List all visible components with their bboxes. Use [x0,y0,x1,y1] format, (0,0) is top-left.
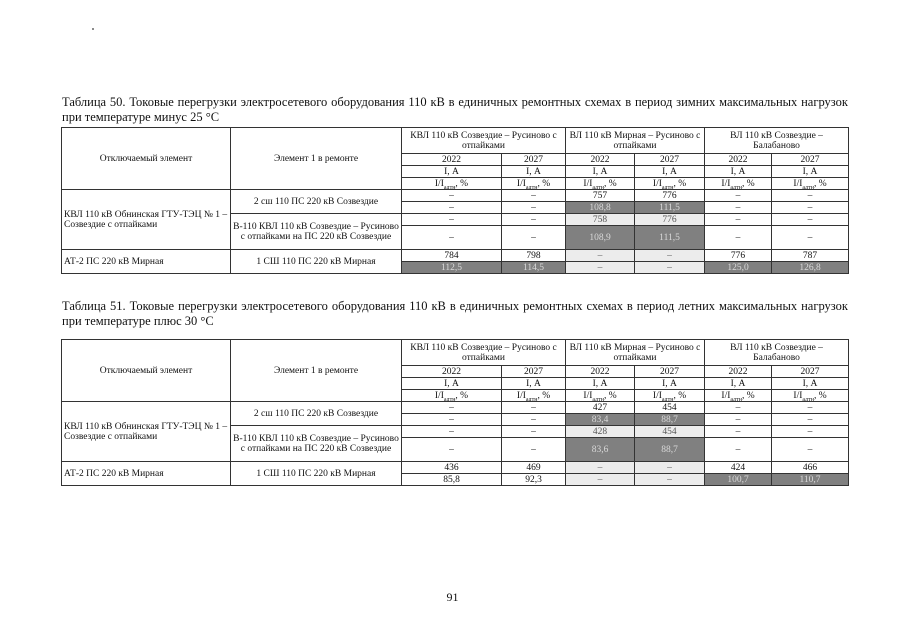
header-group: КВЛ 110 кВ Созвездие – Русиново с отпайками [402,128,566,154]
value-cell: – [566,262,635,274]
header-year: 2027 [635,154,705,166]
unit-ratio: $I/I_{адтн}$, % [566,178,635,190]
scan-speck [92,28,94,30]
unit-current: I, А [566,166,635,178]
value-cell: – [402,202,502,214]
value-cell: 428 [566,426,635,438]
value-cell: – [502,414,566,426]
repair-element: 2 сш 110 ПС 220 кВ Созвездие [231,402,402,426]
repair-element: В-110 КВЛ 110 кВ Созвездие – Русиново с отпайками на ПС 220 кВ Созвездие [231,214,402,250]
value-cell: – [772,202,849,214]
value-cell: 798 [502,250,566,262]
overload-cell: 83,4 [566,414,635,426]
unit-current: I, А [772,166,849,178]
unit-ratio: $I/I_{адтн}$, % [635,390,705,402]
value-cell: 436 [402,462,502,474]
overload-cell: 88,7 [635,414,705,426]
value-cell: 758 [566,214,635,226]
unit-ratio: $I/I_{адтн}$, % [402,390,502,402]
overload-cell: 83,6 [566,438,635,462]
disconnected-element: АТ-2 ПС 220 кВ Мирная [62,250,231,274]
value-cell: – [772,214,849,226]
header-year: 2022 [705,366,772,378]
unit-ratio: $I/I_{адтн}$, % [502,178,566,190]
unit-current: I, А [772,378,849,390]
unit-current: I, А [635,378,705,390]
value-cell: – [402,214,502,226]
unit-ratio: $I/I_{адтн}$, % [502,390,566,402]
value-cell: – [772,190,849,202]
value-cell: – [635,250,705,262]
header-group: КВЛ 110 кВ Созвездие – Русиново с отпайками [402,340,566,366]
value-cell: – [402,414,502,426]
unit-current: I, А [402,166,502,178]
value-cell: – [705,414,772,426]
unit-ratio: $I/I_{адтн}$, % [402,178,502,190]
value-cell: – [502,226,566,250]
table-50 [61,127,849,274]
repair-element: 2 сш 110 ПС 220 кВ Созвездие [231,190,402,214]
value-cell: 469 [502,462,566,474]
header-year: 2027 [502,154,566,166]
value-cell: – [502,426,566,438]
value-cell: 784 [402,250,502,262]
table-50-caption: Таблица 50. Токовые перегрузки электросетевого оборудования 110 кВ в единичных ремонтных схемах в период зимних максимальных нагрузок при температуре минус 25 °С [62,95,848,124]
value-cell: – [502,202,566,214]
header-year: 2022 [566,366,635,378]
value-cell: 454 [635,402,705,414]
disconnected-element: АТ-2 ПС 220 кВ Мирная [62,462,231,486]
value-cell: – [705,226,772,250]
header-year: 2022 [402,366,502,378]
header-group: ВЛ 110 кВ Созвездие – Балабаново [705,340,849,366]
value-cell: 776 [635,214,705,226]
value-cell: – [772,426,849,438]
unit-current: I, А [705,378,772,390]
value-cell: – [402,438,502,462]
value-cell: 776 [635,190,705,202]
value-cell: 776 [705,250,772,262]
value-cell: – [772,226,849,250]
disconnected-element: КВЛ 110 кВ Обнинская ГТУ-ТЭЦ № 1 – Созвездие с отпайками [62,190,231,250]
value-cell: 424 [705,462,772,474]
value-cell: – [402,402,502,414]
value-cell: – [705,438,772,462]
value-cell: – [772,438,849,462]
value-cell: – [402,226,502,250]
overload-cell: 125,0 [705,262,772,274]
disconnected-element: КВЛ 110 кВ Обнинская ГТУ-ТЭЦ № 1 – Созвездие с отпайками [62,402,231,462]
unit-current: I, А [502,378,566,390]
value-cell: – [705,190,772,202]
repair-element: 1 СШ 110 ПС 220 кВ Мирная [231,462,402,486]
value-cell: – [705,402,772,414]
value-cell: 454 [635,426,705,438]
value-cell: – [772,414,849,426]
unit-ratio: $I/I_{адтн}$, % [772,390,849,402]
header-year: 2022 [705,154,772,166]
page-number: 91 [446,590,459,604]
value-cell: – [705,426,772,438]
value-cell: 85,8 [402,474,502,486]
unit-current: I, А [705,166,772,178]
value-cell: 787 [772,250,849,262]
header-group: ВЛ 110 кВ Мирная – Русиново с отпайками [566,340,705,366]
overload-cell: 111,5 [635,202,705,214]
value-cell: – [502,438,566,462]
unit-ratio: $I/I_{адтн}$, % [705,178,772,190]
unit-ratio: $I/I_{адтн}$, % [635,178,705,190]
value-cell: – [502,190,566,202]
overload-cell: 108,8 [566,202,635,214]
value-cell: – [402,190,502,202]
unit-current: I, А [502,166,566,178]
repair-element: В-110 КВЛ 110 кВ Созвездие – Русиново с отпайками на ПС 220 кВ Созвездие [231,426,402,462]
overload-cell: 114,5 [502,262,566,274]
value-cell: – [566,474,635,486]
value-cell: – [635,474,705,486]
overload-cell: 108,9 [566,226,635,250]
value-cell: 427 [566,402,635,414]
header-year: 2022 [402,154,502,166]
table-51 [61,339,849,486]
value-cell: 466 [772,462,849,474]
overload-cell: 88,7 [635,438,705,462]
table-51-caption: Таблица 51. Токовые перегрузки электросетевого оборудования 110 кВ в единичных ремонтных схемах в период летних максимальных нагрузок при температуре плюс 30 °С [62,299,848,328]
overload-cell: 112,5 [402,262,502,274]
value-cell: 92,3 [502,474,566,486]
header-repair: Элемент 1 в ремонте [231,128,402,190]
value-cell: – [635,262,705,274]
value-cell: – [566,250,635,262]
overload-cell: 110,7 [772,474,849,486]
unit-ratio: $I/I_{адтн}$, % [566,390,635,402]
value-cell: – [502,214,566,226]
value-cell: – [772,402,849,414]
value-cell: – [566,462,635,474]
value-cell: – [502,402,566,414]
value-cell: – [635,462,705,474]
unit-ratio: $I/I_{адтн}$, % [705,390,772,402]
header-year: 2022 [566,154,635,166]
value-cell: – [705,202,772,214]
value-cell: 757 [566,190,635,202]
header-repair: Элемент 1 в ремонте [231,340,402,402]
header-disconnected: Отключаемый элемент [62,340,231,402]
header-disconnected: Отключаемый элемент [62,128,231,190]
overload-cell: 126,8 [772,262,849,274]
header-group: ВЛ 110 кВ Мирная – Русиново с отпайками [566,128,705,154]
unit-current: I, А [402,378,502,390]
unit-ratio: $I/I_{адтн}$, % [772,178,849,190]
header-year: 2027 [635,366,705,378]
value-cell: – [705,214,772,226]
header-year: 2027 [772,366,849,378]
value-cell: – [402,426,502,438]
overload-cell: 100,7 [705,474,772,486]
header-group: ВЛ 110 кВ Созвездие – Балабаново [705,128,849,154]
repair-element: 1 СШ 110 ПС 220 кВ Мирная [231,250,402,274]
unit-current: I, А [566,378,635,390]
unit-current: I, А [635,166,705,178]
header-year: 2027 [772,154,849,166]
header-year: 2027 [502,366,566,378]
overload-cell: 111,5 [635,226,705,250]
